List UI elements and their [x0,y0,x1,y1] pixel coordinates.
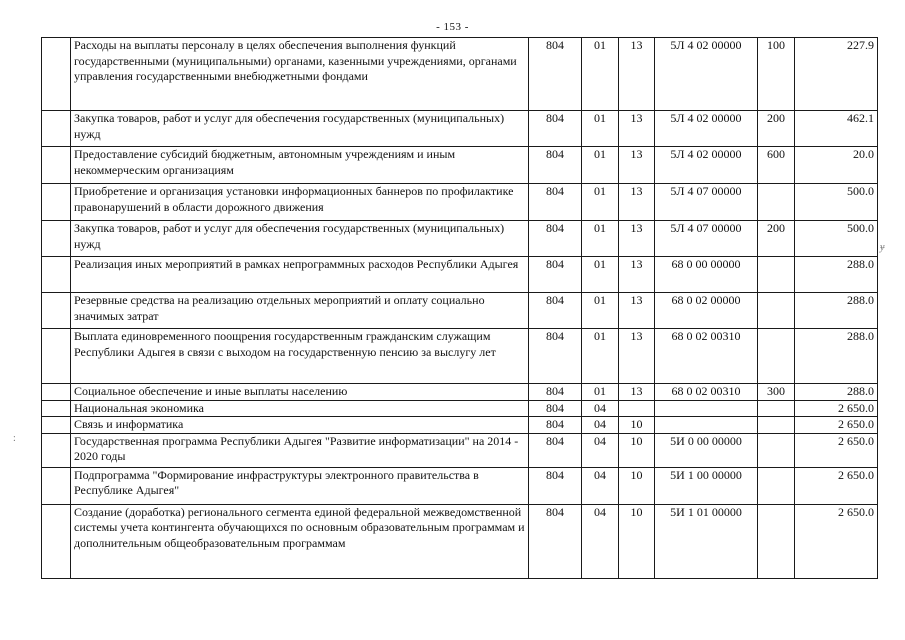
row-stub [42,257,71,293]
cell-target-code: 5Л 4 02 00000 [655,111,758,147]
table-row [42,184,878,221]
row-stub [42,467,71,504]
cell-name: Выплата единовременного поощрения государственным гражданским служащим Республики Адыгея в связи с выходом на государственную пенсию за выслугу лет [71,329,529,384]
cell-ministry: 804 [529,184,582,221]
table-row [42,221,878,257]
cell-section: 01 [582,221,619,257]
row-stub [42,38,71,111]
cell-subsection: 13 [619,38,655,111]
cell-expense-type: 100 [758,38,795,111]
row-stub [42,111,71,147]
row-stub [42,147,71,184]
row-stub [42,221,71,257]
cell-amount: 2 650.0 [795,467,878,504]
cell-name: Подпрограмма "Формирование инфраструктуры электронного правительства в Республике Адыгея" [71,467,529,504]
cell-amount: 2 650.0 [795,400,878,417]
cell-target-code: 68 0 00 00000 [655,257,758,293]
cell-name: Резервные средства на реализацию отдельных мероприятий и оплату социально значимых затрат [71,293,529,329]
cell-subsection: 13 [619,221,655,257]
cell-expense-type: 200 [758,111,795,147]
cell-subsection [619,400,655,417]
cell-ministry: 804 [529,147,582,184]
cell-expense-type [758,433,795,467]
cell-expense-type [758,257,795,293]
cell-subsection: 10 [619,467,655,504]
margin-mark: ɏ [880,242,885,253]
cell-target-code: 5Л 4 07 00000 [655,184,758,221]
row-stub [42,384,71,401]
cell-target-code: 5И 0 00 00000 [655,433,758,467]
cell-target-code: 5Л 4 02 00000 [655,38,758,111]
cell-subsection: 13 [619,293,655,329]
cell-expense-type [758,467,795,504]
cell-ministry: 804 [529,417,582,434]
cell-amount: 500.0 [795,184,878,221]
cell-section: 01 [582,257,619,293]
table-row [42,111,878,147]
cell-section: 04 [582,400,619,417]
cell-subsection: 13 [619,111,655,147]
cell-ministry: 804 [529,467,582,504]
row-stub [42,293,71,329]
cell-expense-type: 300 [758,384,795,401]
cell-amount: 288.0 [795,329,878,384]
cell-ministry: 804 [529,504,582,578]
cell-target-code [655,400,758,417]
cell-ministry: 804 [529,293,582,329]
table-row [42,433,878,467]
cell-expense-type [758,400,795,417]
cell-ministry: 804 [529,329,582,384]
table-row [42,257,878,293]
cell-name: Расходы на выплаты персоналу в целях обеспечения выполнения функций государственными (муниципальными) органами, казенными учреждениями, органами управления государственными внебюджетными фондами [71,38,529,111]
table-row [42,417,878,434]
cell-section: 01 [582,147,619,184]
cell-amount: 288.0 [795,257,878,293]
cell-subsection: 13 [619,184,655,221]
cell-expense-type [758,184,795,221]
cell-name: Приобретение и организация установки информационных баннеров по профилактике правонарушений в области дорожного движения [71,184,529,221]
cell-amount: 2 650.0 [795,504,878,578]
cell-target-code: 5Л 4 07 00000 [655,221,758,257]
cell-target-code: 68 0 02 00310 [655,384,758,401]
row-stub [42,504,71,578]
cell-target-code [655,417,758,434]
cell-amount: 500.0 [795,221,878,257]
table-row [42,467,878,504]
page-number: - 153 - [436,21,469,33]
cell-section: 04 [582,417,619,434]
margin-dot: : [13,433,16,444]
cell-target-code: 68 0 02 00310 [655,329,758,384]
cell-subsection: 13 [619,384,655,401]
table-row [42,504,878,578]
cell-name: Закупка товаров, работ и услуг для обеспечения государственных (муниципальных) нужд [71,221,529,257]
cell-amount: 462.1 [795,111,878,147]
cell-subsection: 13 [619,329,655,384]
cell-name: Связь и информатика [71,417,529,434]
cell-section: 01 [582,184,619,221]
cell-name: Предоставление субсидий бюджетным, автономным учреждениям и иным некоммерческим организациям [71,147,529,184]
cell-ministry: 804 [529,384,582,401]
cell-ministry: 804 [529,38,582,111]
row-stub [42,184,71,221]
cell-section: 04 [582,467,619,504]
cell-section: 01 [582,38,619,111]
cell-target-code: 5И 1 01 00000 [655,504,758,578]
cell-section: 01 [582,384,619,401]
cell-amount: 2 650.0 [795,433,878,467]
cell-name: Создание (доработка) регионального сегмента единой федеральной межведомственной системы учета контингента обучающихся по основным образовательным программам и дополнительным общеобразовательным программам [71,504,529,578]
cell-ministry: 804 [529,221,582,257]
table-row [42,147,878,184]
cell-subsection: 13 [619,147,655,184]
cell-subsection: 13 [619,257,655,293]
cell-name: Реализация иных мероприятий в рамках непрограммных расходов Республики Адыгея [71,257,529,293]
cell-amount: 227.9 [795,38,878,111]
table-row [42,400,878,417]
row-stub [42,433,71,467]
cell-section: 04 [582,504,619,578]
cell-name: Социальное обеспечение и иные выплаты населению [71,384,529,401]
budget-table [41,37,878,579]
cell-target-code: 68 0 02 00000 [655,293,758,329]
cell-expense-type [758,329,795,384]
cell-ministry: 804 [529,257,582,293]
table-row [42,293,878,329]
cell-amount: 20.0 [795,147,878,184]
cell-amount: 2 650.0 [795,417,878,434]
cell-ministry: 804 [529,111,582,147]
table-row [42,38,878,111]
cell-section: 01 [582,329,619,384]
cell-subsection: 10 [619,417,655,434]
cell-expense-type [758,417,795,434]
cell-target-code: 5Л 4 02 00000 [655,147,758,184]
cell-amount: 288.0 [795,293,878,329]
cell-section: 04 [582,433,619,467]
cell-amount: 288.0 [795,384,878,401]
cell-name: Государственная программа Республики Адыгея "Развитие информатизации" на 2014 - 2020 годы [71,433,529,467]
table-row [42,329,878,384]
cell-subsection: 10 [619,504,655,578]
cell-section: 01 [582,111,619,147]
cell-name: Закупка товаров, работ и услуг для обеспечения государственных (муниципальных) нужд [71,111,529,147]
table-row [42,384,878,401]
cell-expense-type [758,504,795,578]
cell-ministry: 804 [529,433,582,467]
row-stub [42,329,71,384]
row-stub [42,417,71,434]
cell-ministry: 804 [529,400,582,417]
cell-expense-type: 200 [758,221,795,257]
cell-target-code: 5И 1 00 00000 [655,467,758,504]
cell-name: Национальная экономика [71,400,529,417]
row-stub [42,400,71,417]
cell-expense-type [758,293,795,329]
cell-expense-type: 600 [758,147,795,184]
cell-section: 01 [582,293,619,329]
cell-subsection: 10 [619,433,655,467]
